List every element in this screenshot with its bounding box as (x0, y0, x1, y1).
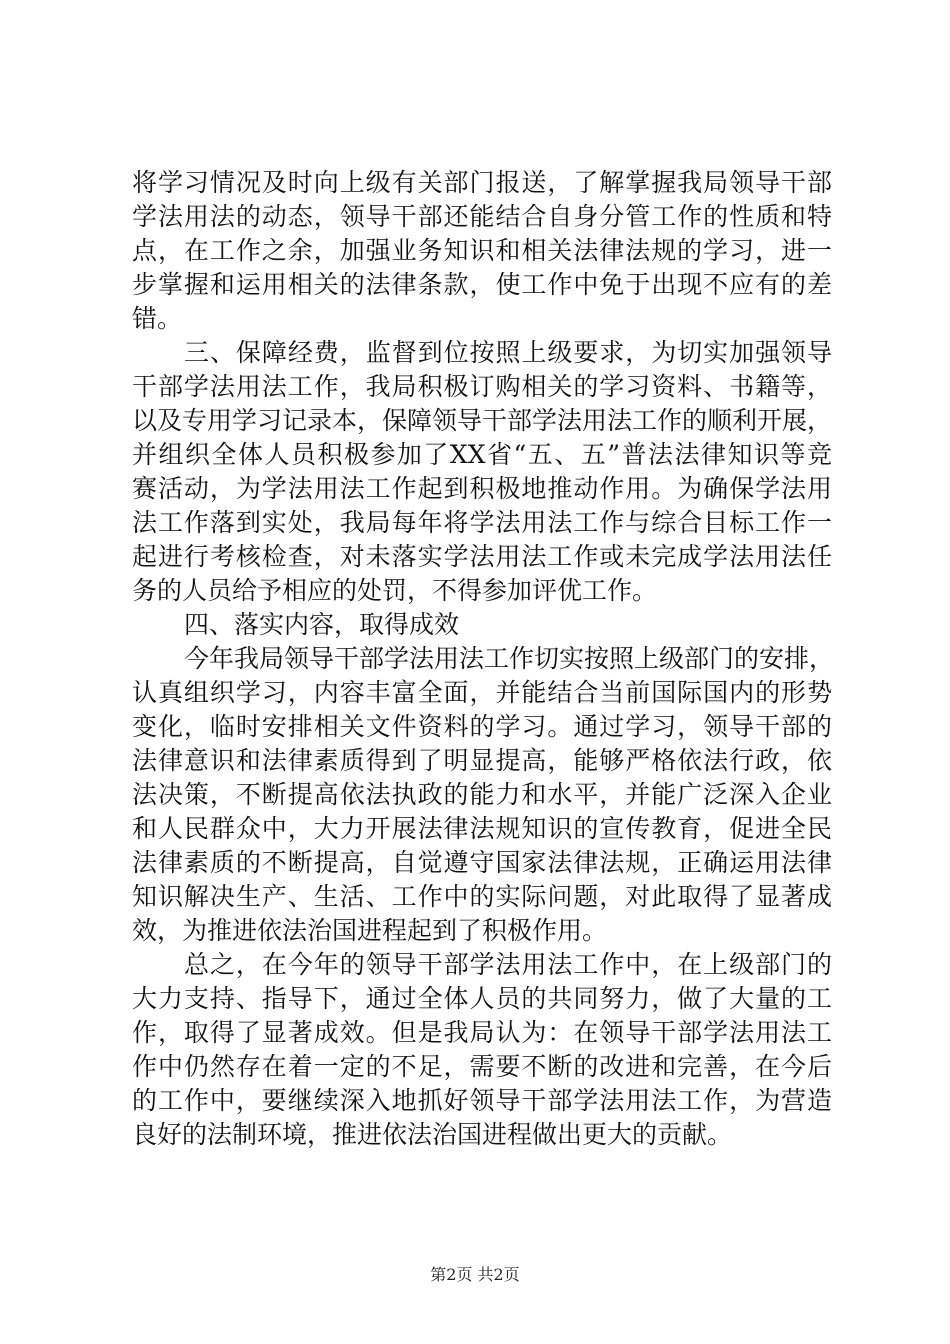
text-line: 今年我局领导干部学法用法工作切实按照上级部门的安排， (184, 644, 835, 673)
text-line: 务的人员给予相应的处罚，不得参加评优工作。 (132, 576, 658, 605)
page-footer: 第2页 共2页 (430, 1265, 520, 1284)
text-line: 步掌握和运用相关的法律条款，使工作中免于出现不应有的差 (132, 270, 832, 299)
text-line: 将学习情况及时向上级有关部门报送，了解掌握我局领导干部 (132, 168, 832, 197)
text-line: 干部学法用法工作，我局积极订购相关的学习资料、书籍等， (132, 372, 832, 401)
text-line: 良好的法制环境，推进依法治国进程做出更大的贡献。 (132, 1120, 733, 1149)
text-line: 作，取得了显著成效。但是我局认为：在领导干部学法用法工 (132, 1018, 832, 1047)
text-line: 起进行考核检查，对未落实学法用法工作或未完成学法用法任 (132, 542, 832, 571)
text-line: 法律意识和法律素质得到了明显提高，能够严格依法行政，依 (132, 746, 832, 775)
paragraph (132, 166, 832, 336)
text-line: 总之，在今年的领导干部学法用法工作中，在上级部门的 (184, 950, 832, 979)
text-line: 错。 (132, 304, 183, 333)
text-line: 以及专用学习记录本，保障领导干部学法用法工作的顺利开展， (132, 406, 833, 435)
text-line: 作中仍然存在着一定的不足，需要不断的改进和完善，在今后 (132, 1052, 832, 1081)
text-line: 的工作中，要继续深入地抓好领导干部学法用法工作，为营造 (132, 1086, 832, 1115)
text-line: 并组织全体人员积极参加了XX省“五、五”普法法律知识等竞 (132, 440, 832, 469)
text-line: 知识解决生产、生活、工作中的实际问题，对此取得了显著成 (132, 882, 832, 911)
text-line: 学法用法的动态，领导干部还能结合自身分管工作的性质和特 (132, 202, 832, 231)
paragraph (132, 608, 832, 642)
text-line: 赛活动，为学法用法工作起到积极地推动作用。为确保学法用 (132, 474, 832, 503)
document-body (132, 166, 835, 1152)
text-line: 大力支持、指导下，通过全体人员的共同努力，做了大量的工 (132, 984, 832, 1013)
text-line: 点，在工作之余，加强业务知识和相关法律法规的学习，进一 (132, 236, 832, 265)
text-line: 变化，临时安排相关文件资料的学习。通过学习，领导干部的 (132, 712, 832, 741)
text-line: 三、保障经费，监督到位按照上级要求，为切实加强领导 (184, 338, 832, 367)
text-line: 效，为推进依法治国进程起到了积极作用。 (132, 916, 608, 945)
paragraph (132, 642, 835, 948)
paragraph (132, 948, 832, 1152)
text-line: 法决策，不断提高依法执政的能力和水平，并能广泛深入企业 (132, 780, 832, 809)
text-line: 四、落实内容，取得成效 (184, 610, 460, 639)
paragraph (132, 336, 832, 608)
text-line: 法工作落到实处，我局每年将学法用法工作与综合目标工作一 (132, 508, 832, 537)
text-line: 和人民群众中，大力开展法律法规知识的宣传教育，促进全民 (132, 814, 832, 843)
text-line: 法律素质的不断提高，自觉遵守国家法律法规，正确运用法律 (132, 848, 832, 877)
text-line: 认真组织学习，内容丰富全面，并能结合当前国际国内的形势 (132, 678, 832, 707)
